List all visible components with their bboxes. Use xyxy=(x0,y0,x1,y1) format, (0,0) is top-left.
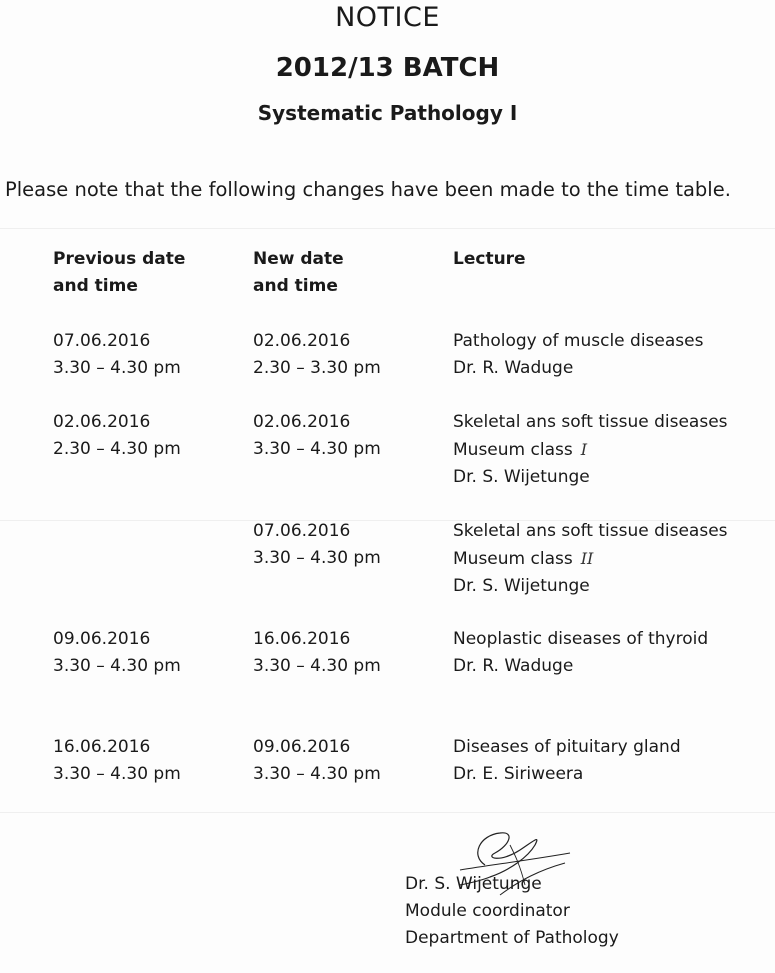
prev-date: 09.06.2016 xyxy=(53,629,151,649)
scan-artifact xyxy=(0,228,775,229)
scan-artifact xyxy=(0,812,775,813)
new-time: 3.30 – 4.30 pm xyxy=(253,548,381,568)
new-time: 2.30 – 3.30 pm xyxy=(253,358,381,378)
table-row-3-lecture xyxy=(453,518,728,600)
prev-time: 3.30 – 4.30 pm xyxy=(53,358,181,378)
table-row-4-lecture xyxy=(453,626,708,680)
new-date: 02.06.2016 xyxy=(253,412,351,432)
table-row-5-previous xyxy=(53,734,181,788)
lecture-title: Diseases of pituitary gland xyxy=(453,737,681,757)
intro-text: Please note that the following changes have been made to the time table. xyxy=(5,178,731,201)
lecturer: Dr. S. Wijetunge xyxy=(453,576,590,596)
table-row-4-new xyxy=(253,626,381,680)
prev-time: 3.30 – 4.30 pm xyxy=(53,764,181,784)
signatory-block xyxy=(405,871,619,952)
header-lecture xyxy=(453,246,526,273)
header-new-line1: New date xyxy=(253,249,344,269)
lecturer: Dr. S. Wijetunge xyxy=(453,467,590,487)
header-previous xyxy=(53,246,185,300)
header-lecture-label: Lecture xyxy=(453,249,526,269)
lecturer: Dr. E. Siriweera xyxy=(453,764,584,784)
lecturer: Dr. R. Waduge xyxy=(453,358,574,378)
lecturer: Dr. R. Waduge xyxy=(453,656,574,676)
new-time: 3.30 – 4.30 pm xyxy=(253,656,381,676)
header-new-line2: and time xyxy=(253,276,338,296)
signatory-department: Department of Pathology xyxy=(405,928,619,948)
prev-time: 2.30 – 4.30 pm xyxy=(53,439,181,459)
handwritten-roman-numeral: I xyxy=(580,440,588,459)
table-row-1-new xyxy=(253,328,381,382)
new-time: 3.30 – 4.30 pm xyxy=(253,439,381,459)
prev-date: 07.06.2016 xyxy=(53,331,151,351)
lecture-title: Pathology of muscle diseases xyxy=(453,331,704,351)
table-row-2-new xyxy=(253,409,381,463)
table-row-4-previous xyxy=(53,626,181,680)
lecture-title: Skeletal ans soft tissue diseases xyxy=(453,412,728,432)
handwritten-roman-numeral: II xyxy=(580,549,594,568)
header-new xyxy=(253,246,344,300)
table-row-3-new xyxy=(253,518,381,572)
museum-class-line xyxy=(453,436,728,464)
lecture-title: Skeletal ans soft tissue diseases xyxy=(453,521,728,541)
signatory-role: Module coordinator xyxy=(405,901,570,921)
subject-heading: Systematic Pathology I xyxy=(257,101,518,125)
header-previous-line1: Previous date xyxy=(53,249,186,269)
museum-class-label: Museum class xyxy=(453,549,573,569)
notice-title: NOTICE xyxy=(335,2,440,33)
new-date: 02.06.2016 xyxy=(253,331,351,351)
signatory-name: Dr. S. Wijetunge xyxy=(405,874,542,894)
lecture-title: Neoplastic diseases of thyroid xyxy=(453,629,709,649)
header-previous-line2: and time xyxy=(53,276,138,296)
table-row-1-previous xyxy=(53,328,181,382)
prev-date: 02.06.2016 xyxy=(53,412,151,432)
new-date: 09.06.2016 xyxy=(253,737,351,757)
museum-class-line xyxy=(453,545,728,573)
table-row-2-lecture xyxy=(453,409,728,491)
table-row-5-lecture xyxy=(453,734,681,788)
new-date: 07.06.2016 xyxy=(253,521,351,541)
new-time: 3.30 – 4.30 pm xyxy=(253,764,381,784)
table-row-2-previous xyxy=(53,409,181,463)
table-row-5-new xyxy=(253,734,381,788)
batch-heading: 2012/13 BATCH xyxy=(275,53,500,83)
new-date: 16.06.2016 xyxy=(253,629,351,649)
museum-class-label: Museum class xyxy=(453,440,573,460)
table-row-1-lecture xyxy=(453,328,703,382)
prev-time: 3.30 – 4.30 pm xyxy=(53,656,181,676)
prev-date: 16.06.2016 xyxy=(53,737,151,757)
